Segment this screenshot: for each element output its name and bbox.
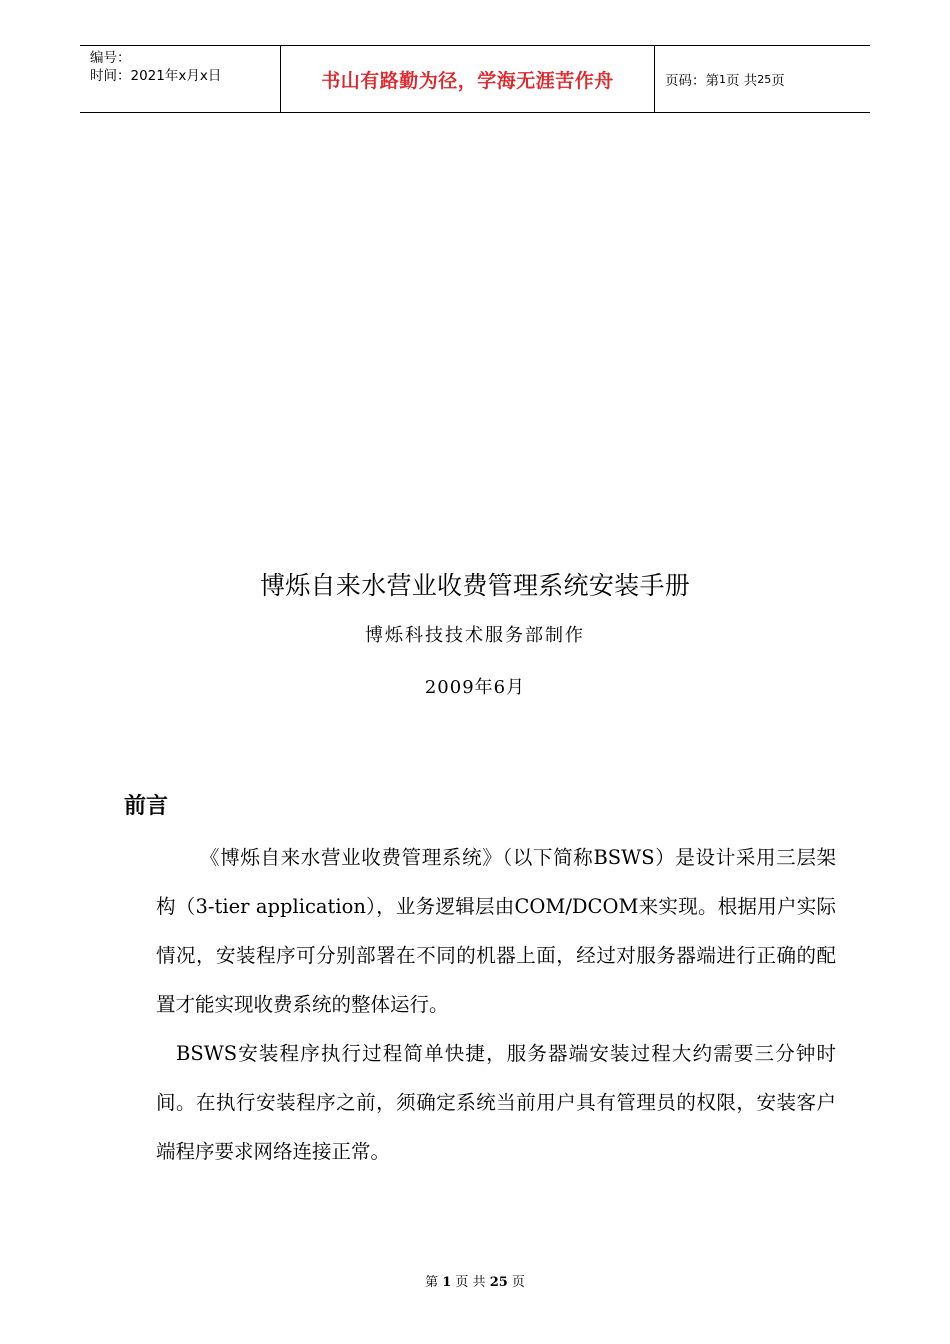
footer-prefix: 第 [425, 1275, 439, 1290]
footer-total-pages: 25 [489, 1275, 508, 1290]
header-page-total: 25 [757, 72, 772, 86]
footer-mid: 页 共 [455, 1275, 486, 1290]
header-page-mid: 页 共 [726, 73, 758, 89]
document-subtitle: 博烁科技技术服务部制作 [365, 625, 585, 646]
footer-current-page: 1 [442, 1275, 452, 1290]
preface-paragraph-1: 《博烁自来水营业收费管理系统》（以下简称BSWS）是设计采用三层架构（3-tier application），业务逻辑层由COM/DCOM来实现。根据用户实际情况，安装程序可分别部署在不同的机器上面，经过对服务器端进行正确的配置才能实现收费系统的整体运行。 [156, 846, 836, 1016]
header-time-label: 时间：2021年x月x日 [90, 68, 222, 84]
header-page-current: 1 [719, 72, 726, 86]
header-table [80, 45, 870, 113]
header-page-cell [655, 46, 870, 112]
header-page-prefix: 页码：第 [665, 73, 719, 89]
page-footer [0, 1271, 950, 1290]
document-title: 博烁自来水营业收费管理系统安装手册 [259, 571, 691, 600]
header-page-suffix: 页 [771, 73, 785, 89]
header-motto-cell [281, 46, 655, 112]
footer-suffix: 页 [511, 1275, 525, 1290]
header-motto: 书山有路勤为径，学海无涯苦作舟 [321, 69, 614, 92]
header-info-cell [80, 46, 281, 112]
document-date: 2009年6月 [424, 677, 526, 698]
header-number-label: 编号： [90, 50, 131, 66]
preface-paragraph-2: BSWS安装程序执行过程简单快捷，服务器端安装过程大约需要三分钟时间。在执行安装程序之前，须确定系统当前用户具有管理员的权限，安装客户端程序要求网络连接正常。 [156, 1042, 836, 1163]
preface-heading: 前言 [124, 794, 169, 819]
